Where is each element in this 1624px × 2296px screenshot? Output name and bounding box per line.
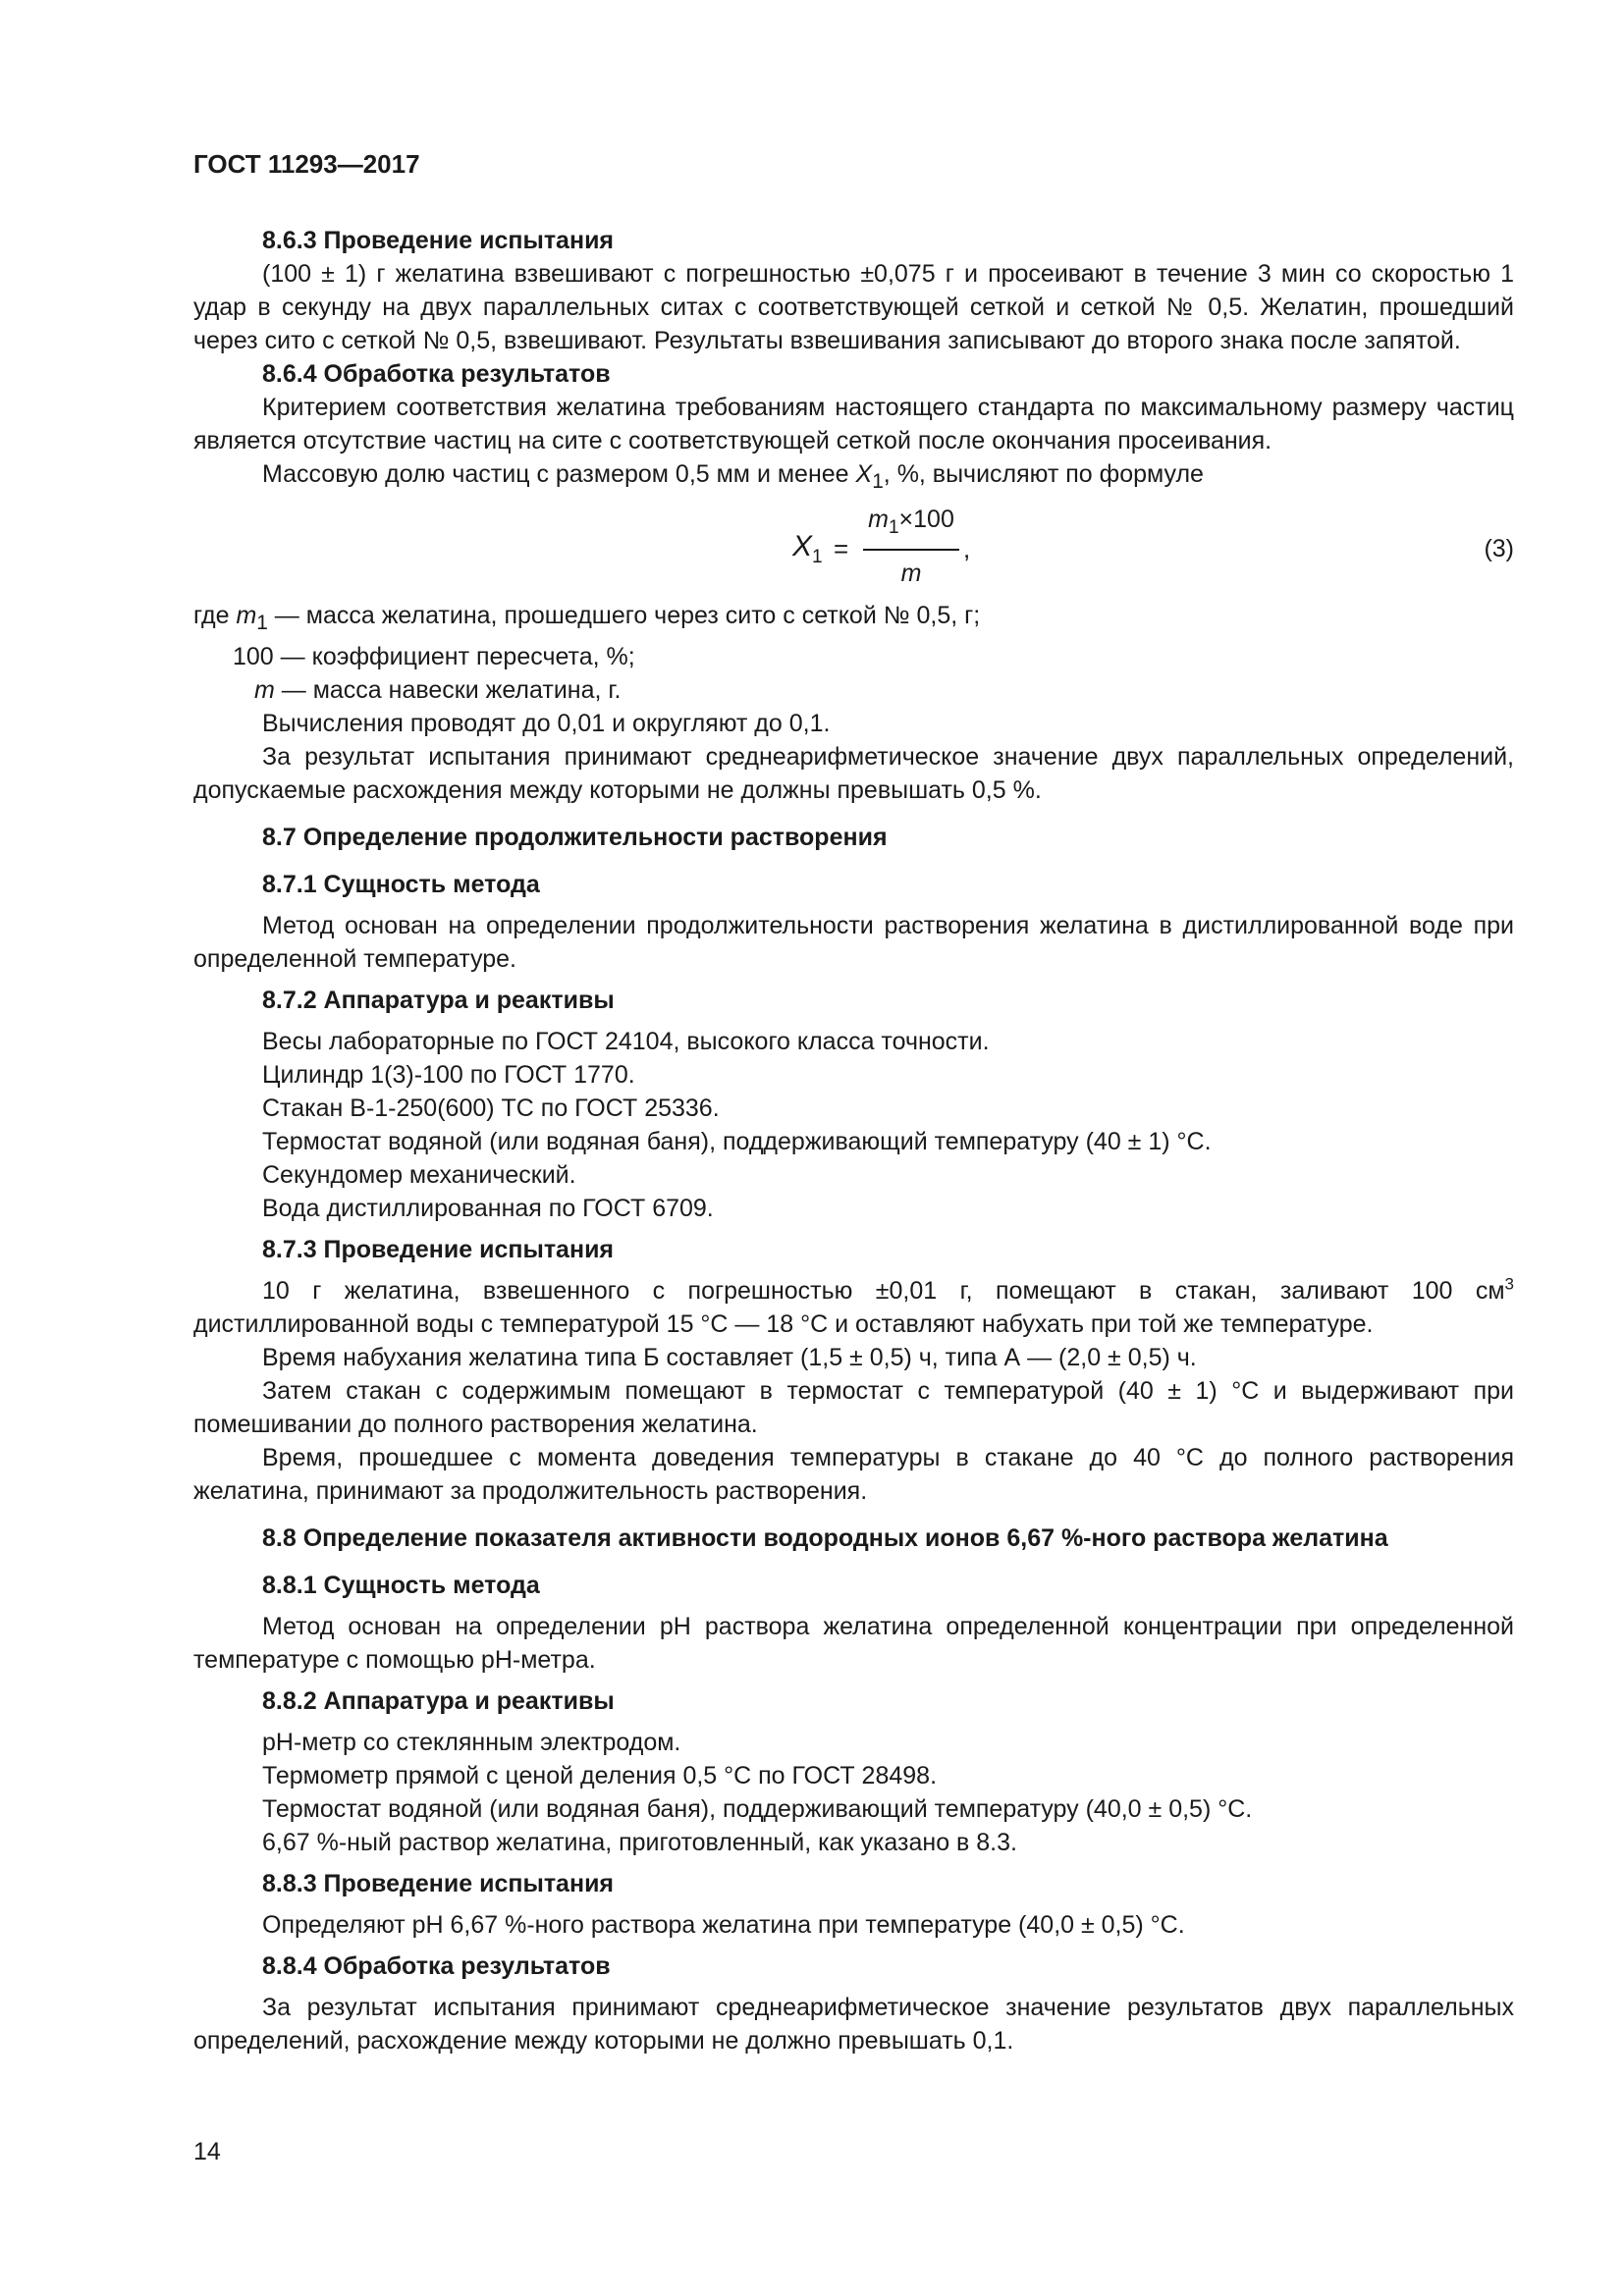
section-8-7-heading: 8.7 Определение продолжительности растворения — [262, 824, 888, 851]
section-8-7-1-heading: 8.7.1 Сущность метода — [262, 871, 540, 898]
formula-numerator — [863, 503, 959, 545]
list-item: Вода дистиллированная по ГОСТ 6709. — [262, 1195, 714, 1222]
section-8-7-3-paragraph-3: Затем стакан с содержимым помещают в термостат с температурой (40 ± 1) °С и выдерживают при помешивании до полного растворения желатина. — [193, 1377, 1514, 1438]
formula-intro-text: Массовую долю частиц с размером 0,5 мм и менее — [262, 460, 856, 488]
section-8-6-4-paragraph-4: За результат испытания принимают среднеарифметическое значение двух параллельных определений, допускаемые расхождения между которыми не должны превышать 0,5 %. — [193, 743, 1514, 804]
formula-numerator-variable: m — [868, 506, 889, 533]
section-8-8-3-heading: 8.8.3 Проведение испытания — [262, 1870, 615, 1897]
section-8-6-4-paragraph-1: Критерием соответствия желатина требованиям настоящего стандарта по максимальному размеру частиц является отсутствие частиц на сите с соответствующей сеткой после окончания просеивания. — [193, 394, 1514, 454]
superscript-3: 3 — [1504, 1274, 1514, 1294]
where-definition-m1: — масса желатина, прошедшего через сито с сеткой № 0,5, г; — [267, 602, 981, 629]
section-8-6-3-heading: 8.6.3 Проведение испытания — [262, 227, 615, 254]
formula-fraction-bar — [863, 549, 959, 551]
formula-comma: , — [963, 534, 971, 563]
section-8-8-3-paragraph: Определяют рН 6,67 %-ного раствора желатина при температуре (40,0 ± 0,5) °С. — [262, 1911, 1185, 1939]
formula-number: (3) — [1484, 535, 1514, 562]
list-item: Стакан В-1-250(600) ТС по ГОСТ 25336. — [262, 1095, 720, 1122]
formula-lhs-subscript: 1 — [812, 547, 823, 567]
section-8-7-3-paragraph-1 — [193, 1274, 1514, 1341]
section-8-8-2-heading: 8.8.2 Аппаратура и реактивы — [262, 1687, 615, 1715]
section-8-6-4-heading: 8.6.4 Обработка результатов — [262, 360, 611, 388]
formula-intro-tail: , %, вычисляют по формуле — [883, 460, 1204, 488]
formula-lhs-variable: X — [792, 530, 813, 562]
section-8-6-3-paragraph: (100 ± 1) г желатина взвешивают с погрешностью ±0,075 г и просеивают в течение 3 мин со скоростью 1 удар в секунду на двух параллельных ситах с соответствующей сеткой и сеткой № 0,5. Желатин, прошедший через сито с сеткой № 0,5, взвешивают. Результаты взвешивания записывают до второго знака после запятой. — [193, 260, 1514, 354]
section-8-7-3-heading: 8.7.3 Проведение испытания — [262, 1236, 615, 1263]
formula-denominator: m — [900, 560, 922, 587]
formula-intro-variable: X — [855, 460, 873, 488]
section-8-8-1-heading: 8.8.1 Сущность метода — [262, 1572, 540, 1599]
where-line-2: 100 — коэффициент пересчета, %; — [233, 643, 635, 670]
section-8-8-heading: 8.8 Определение показателя активности водородных ионов 6,67 %-ного раствора желатина — [262, 1524, 1388, 1552]
list-item: Цилиндр 1(3)-100 по ГОСТ 1770. — [262, 1061, 635, 1089]
paragraph-text-tail: дистиллированной воды с температурой 15 °С — 18 °С и оставляют набухать при той же температуре. — [193, 1310, 1374, 1338]
list-item: Термостат водяной (или водяная баня), поддерживающий температуру (40 ± 1) °С. — [262, 1128, 1212, 1155]
formula-lhs — [792, 530, 823, 574]
where-prefix: где — [193, 602, 237, 629]
where-line-3 — [193, 673, 1514, 707]
where-definition-m: — масса навески желатина, г. — [274, 676, 622, 704]
section-8-6-4-paragraph-2 — [193, 457, 1514, 499]
list-item: 6,67 %-ный раствор желатина, приготовленный, как указано в 8.3. — [262, 1829, 1017, 1856]
formula-3 — [193, 503, 1514, 593]
formula-numerator-subscript: 1 — [888, 517, 899, 538]
list-item: Термометр прямой с ценой деления 0,5 °С по ГОСТ 28498. — [262, 1762, 938, 1789]
list-item: Термостат водяной (или водяная баня), поддерживающий температуру (40,0 ± 0,5) °С. — [262, 1795, 1253, 1823]
document-body — [193, 224, 1514, 2057]
list-item: рН-метр со стеклянным электродом. — [262, 1729, 681, 1756]
document-header: ГОСТ 11293—2017 — [193, 149, 420, 179]
page-number: 14 — [193, 2138, 221, 2165]
section-8-8-1-paragraph: Метод основан на определении рН раствора желатина определенной концентрации при определенной температуре с помощью рН-метра. — [193, 1613, 1514, 1674]
formula-numerator-rest: ×100 — [898, 506, 954, 533]
formula-equals: = — [834, 534, 849, 563]
list-item: Секундомер механический. — [262, 1161, 576, 1189]
where-variable-m1: m — [236, 602, 257, 629]
where-variable-m1-subscript: 1 — [256, 612, 268, 634]
section-8-8-4-heading: 8.8.4 Обработка результатов — [262, 1952, 611, 1980]
section-8-7-1-paragraph: Метод основан на определении продолжительности растворения желатина в дистиллированной воде при определенной температуре. — [193, 912, 1514, 973]
section-8-7-3-paragraph-2: Время набухания желатина типа Б составляет (1,5 ± 0,5) ч, типа А — (2,0 ± 0,5) ч. — [262, 1344, 1197, 1371]
section-8-8-4-paragraph: За результат испытания принимают среднеарифметическое значение результатов двух параллельных определений, расхождение между которыми не должно превышать 0,1. — [193, 1994, 1514, 2055]
section-8-6-4-paragraph-3: Вычисления проводят до 0,01 и округляют до 0,1. — [262, 710, 831, 737]
formula-fraction — [863, 503, 959, 590]
where-variable-m: m — [254, 676, 275, 704]
formula-intro-subscript: 1 — [872, 470, 884, 493]
section-8-7-2-heading: 8.7.2 Аппаратура и реактивы — [262, 987, 615, 1014]
where-line-1 — [193, 599, 1514, 640]
list-item: Весы лабораторные по ГОСТ 24104, высокого класса точности. — [262, 1028, 990, 1055]
section-8-7-3-paragraph-4: Время, прошедшее с момента доведения температуры в стакане до 40 °С до полного растворения желатина, принимают за продолжительность растворения. — [193, 1444, 1514, 1505]
paragraph-text: 10 г желатина, взвешенного с погрешностью ±0,01 г, помещают в стакан, заливают 100 см — [262, 1277, 1505, 1305]
